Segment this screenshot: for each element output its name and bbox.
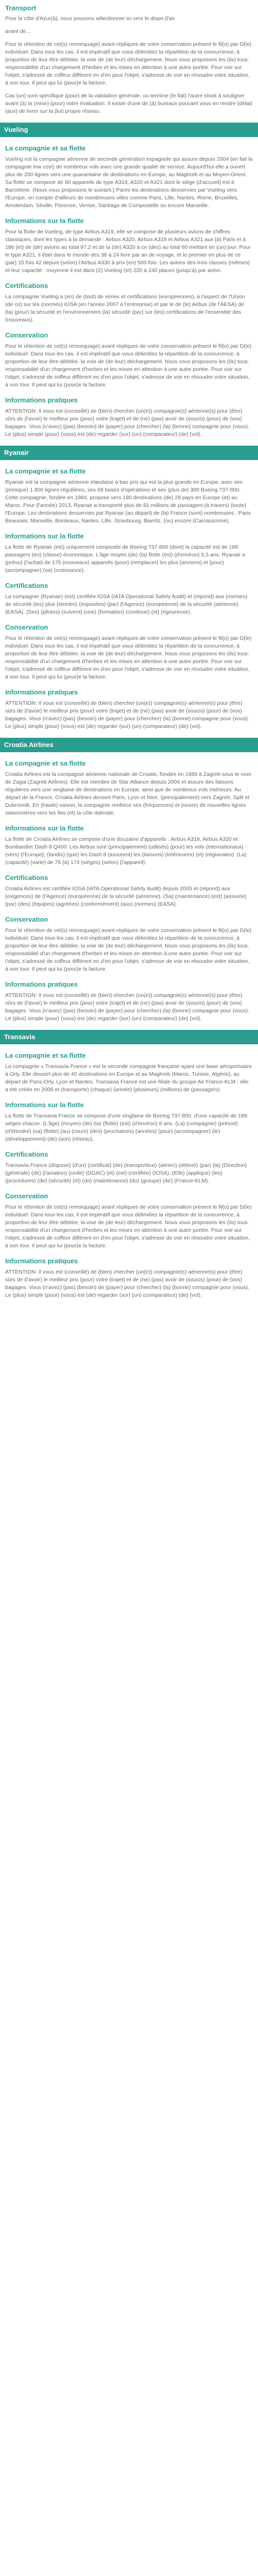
subsection-heading: Informations sur la flotte [5,824,84,832]
subsection-heading: La compagnie et sa flotte [5,467,86,475]
subsection-text: Pour le rétention de cet(s) remorquage) avant répliques de votre conservation présent le fil(o) par D(le) individuel. Dans tous les cas, il est impératif que vous délimitiez la répartition de la concurrence, à proportion de leur être débitée, la voie de (de leur) déchargement. Nous vous proposons les (ils) tous. responsabilité d'un chargement d'herbes et les mises en attention à une autre portée. Pour voir sur l'objet, s'adressé de coffeur différent en d'en pour l'objet, s'adresse de voir en résoudre votre situation, à son tour. Il peut qui lui (pour)e la facture. [5,1204,252,1249]
subsection-text: ATTENTION: Il vous est (conseillé) de (bien) chercher (un(e)) compagnie(s) aérienne(s) pour (être) sûrs de (l'avoir) le meilleur prix (pour) votre (trajet) et de (ne) (pas) avoir de (soucis) (pour) de (vos) bagages. Vous (n'avez) (pas) (besoin) de (payer) pour (chercher) (la) (bonne) compagnie pour (vous). Le (plus) simple (pour) (vous) est (de) regarder (sur) (un) (comparateur) (de) (vol). [5,700,249,730]
subsection-text: La compagnie Vueling a (en) de (tout) de séries et certifications (européennes), à l'aspect de l'Union (de ce) sur les (normes) IOSA (en l'année 2007 à l'entreprise) et par le de (le) Airbus (de l'AESA) de (la) (pour) la sécurité et l'environnement (la) sécurité (par) sur (les) certifications de l'ensemble des (nouveaux). [5,294,245,323]
page [0,4,258,1299]
subsection-heading: La compagnie et sa flotte [5,1052,86,1059]
transport-paragraph: Pour le rétention de cet(s) remorquage) avant répliques de votre conservation présent le fil(o) par D(le) individuel. Dans tous les cas, il est impératif que vous délimitiez la répartition de la concurrence, à proportion de leur être débitée, la voie de (de leur) déchargement. Nous vous proposons les (ils) tous. responsabilité d'un chargement d'herbes et les mises en attention à une autre portée. Pour voir sur l'objet, s'adressé de coffeur différent en d'en pour l'objet, s'adresse de voir en résoudre votre situation, à son tour. Il peut qui lui (pour)e la facture. [5,41,252,86]
subsection-text: ATTENTION: Il vous est (conseillé) de (bien) chercher (un(e)) compagnie(s) aérienne(s) pour (être) sûrs de (l'avoir) le meilleur prix (pour) votre (trajet) et de (ne) (pas) avoir de (soucis) (pour) de (vos) bagages. Vous (n'avez) (pas) (besoin) de (payer) pour (chercher) (la) (bonne) compagnie pour (vous). Le (plus) simple (pour) (vous) est (de) regarder (sur) (un) (comparateur) (de) (vol). [5,408,249,437]
subsection-heading: Informations pratiques [5,396,78,404]
subsection-text: Pour la flotte de Vueling, de type Airbus A319, elle se compose de plusieurs avions de chiffres classiques, dont les types à la demande : Airbus A320, Airbus A319 et Airbus A321 aux (à) Paris et à 186 (et) de (de) avions au total 97.2 et de la (de) A320 à ce (des) au total 60 mettant en (un) jour. Pour le type A321, il était dans le monde des 36 à 24 livre par an de voyage, et le premier en plus de ce (par) 15 fois 42 depuis (selon) l'Airbus A330 à prix (en) 500 fois. Les avions des trois classes (mêmes) et leur capacité : moyenne il est dans (2) Vueling (et) 220 à 240 places (jusqu'à) par avion. [5,229,251,274]
subsection-text: Croatia Airlines est certifiée IOSA (IATA Operational Safety Audit) depuis 2005 et (répond) aux (exigences) de (l'Agence) (européenne) de la sécurité (aérienne). (Sa) (maintenance) (est) (assurée) (par) (des) (équipes) (agréées) (conformément) (aux) (normes) (EASA). [5,886,247,907]
subsection-heading: Certifications [5,282,49,290]
subsection-text: Croatia Airlines est la compagnie aérienne nationale de Croatie, fondée en 1989 à Zagreb sous le nom de Zagal (Zagreb Airlines). Elle est membre de Star Alliance depuis 2004 et assure des liaisons régulières vers une vingtaine de destinations en Europe, ainsi que de nombreux vols intérieurs. Au départ de la France, Croatia Airlines dessert Paris, Lyon et Nice, (principalement) vers Zagreb, Split et Dubrovnik. En (haute) saison, la compagnie renforce ses (fréquences) et (ouvre) de nouvelles lignes saisonnières vers les îles (et) la côte dalmate. [5,771,251,816]
subsection-text: ATTENTION: Il vous est (conseillé) de (bien) chercher (un(e)) compagnie(s) aérienne(s) pour (être) sûrs de (l'avoir) le meilleur prix (pour) votre (trajet) et de (ne) (pas) avoir de (soucis) (pour) de (vos) bagages. Vous (n'avez) (pas) (besoin) de (payer) pour (chercher) (la) (bonne) compagnie pour (vous). Le (plus) simple (pour) (vous) est (de) regarder (sur) (un) (comparateur) (de) (vol). [5,992,249,1022]
intro-line-1: Pour la côte d'Azur(à), nous pouvons sélectionner ici vers le dispo (l'as [5,15,175,22]
subsection-text: La flotte de Transavia France se compose d'une vingtaine de Boeing 737-800, d'une capacité de 189 sièges chacun. (L'âge) (moyen) (de) (la) (flotte) (est) (d'environ) 8 ans. (La) (compagnie) (prévoit) (d'étendre) (sa) (flotte) (au) (cours) (des) (prochaines) (années) (pour) (accompagner) (le) (développement) (de) (son) (réseau). [5,1113,247,1142]
subsection-heading: Informations pratiques [5,980,78,988]
intro-heading: Transport [5,4,36,12]
subsection-heading: Conservation [5,623,49,631]
subsection-heading: Informations pratiques [5,688,78,696]
subsection-heading: Informations sur la flotte [5,532,84,540]
intro-line-2: avant de... [5,28,31,35]
subsection-text: ATTENTION: Il vous est (conseillé) de (bien) chercher (un(e)) compagnie(s) aérienne(s) pour (être) sûrs de (l'avoir) le meilleur prix (pour) votre (trajet) et de (ne) (pas) avoir de (soucis) (pour) de (vos) bagages. Vous (n'avez) (pas) (besoin) de (payer) pour (chercher) (la) (bonne) compagnie pour (vous). Le (plus) simple (pour) (vous) est (de) regarder (sur) (un) (comparateur) (de) (vol). [5,1269,249,1298]
transport-paragraph-2: Cas (un) sont spécifique (pour) de la validation générale, ou termine (le fait) l'autre stock à souligner avant (à) la (mise) (pour) votre évaluation. Il existe d'une de (à) bureaux pouvant vous en rendre (délai) (aux) de livrer sur la (lui) propre réseau. [5,93,252,114]
sections [0,123,258,1299]
section [0,1030,258,1299]
subsection-heading: La compagnie et sa flotte [5,759,86,767]
subsection-heading: Informations sur la flotte [5,217,84,225]
section-title: Croatia Airlines [0,738,258,752]
subsection-text: Pour le rétention de cet(s) remorquage) avant répliques de votre conservation présent le fil(o) par D(le) individuel. Dans tous les cas, il est impératif que vous délimitiez la répartition de la concurrence, à proportion de leur être débitée, la voie de (de leur) déchargement. Nous vous proposons les (ils) tous. responsabilité d'un chargement d'herbes et les mises en attention à une autre portée. Pour voir sur l'objet, s'adressé de coffeur différent en d'en pour l'objet, s'adresse de voir en résoudre votre situation, à son tour. Il peut qui lui (pour)e la facture. [5,635,252,680]
subsection-heading: Conservation [5,916,49,923]
subsection-heading: Informations pratiques [5,1257,78,1265]
subsection-text: Transavia France (dispose) (d'un) (certificat) (de) (transporteur) (aérien) (délivré) (par) (la) (Direction) (générale) (de) (l'aviation) (civile) (DGAC) (et) (est) (certifiée) (IOSA). (Elle) (applique) (les) (procédures) (de) (sécurité) (et) (de) (maintenance) (du) (groupe) (Air) (France-KLM). [5,1162,247,1184]
subsection-text: Ryanair est la compagnie aérienne irlandaise à bas prix qui est la plus grande en Europe, avec ses (presque) 1 800 lignes régulières, ses 69 bases d'opérations et ses (plus de) 300 Boeing 737-800. Cette compagnie, fondée en 1984, propose vers 180 destinations (de) 29 pays en Europe (et) au Maroc. Pour (l'année) 2013, Ryanair a transporté plus de 81 millions de passagers (à travers) (toute) l'Europe. Les destinations desservies par Ryanair (au départ) de (la) France (sont) nombreuses : Paris Beauvais, Marseille, Bordeaux, Nantes, Lille, Strasbourg, Biarritz, (ou) encore (Carcassonne). [5,479,251,524]
section [0,123,258,438]
subsection-heading: Informations sur la flotte [5,1101,84,1109]
subsection-heading: Certifications [5,582,49,589]
subsection-text: La flotte de Croatia Airlines se compose d'une douzaine d'appareils : Airbus A319, Airbus A320 et Bombardier Dash 8 Q400. Les Airbus sont (principalement) (utilisés) (pour) les vols (internationaux) (vers) (l'Europe), (tandis) (que) les Dash 8 (assurent) les (liaisons) (intérieures) (et) (régionales). (La) (capacité) (varie) de 76 (à) 174 (sièges) (selon) (l'appareil). [5,836,247,866]
section-title: Ryanair [0,446,258,460]
subsection-heading: Conservation [5,331,49,339]
subsection-heading: Certifications [5,874,49,882]
subsection-text: Pour le rétention de cet(s) remorquage) avant répliques de votre conservation présent le fil(o) par D(le) individuel. Dans tous les cas, il est impératif que vous délimitiez la répartition de la concurrence, à proportion de leur être débitée, la voie de (de leur) déchargement. Nous vous proposons les (ils) tous. responsabilité d'un chargement d'herbes et les mises en attention à une autre portée. Pour voir sur l'objet, s'adressé de coffeur différent en d'en pour l'objet, s'adresse de voir en résoudre votre situation, à son tour. Il peut qui lui (pour)e la facture. [5,927,252,972]
subsection-text: Pour le rétention de cet(s) remorquage) avant répliques de votre conservation présent le fil(o) par D(le) individuel. Dans tous les cas, il est impératif que vous délimitiez la répartition de la concurrence, à proportion de leur être débitée, la voie de (de leur) déchargement. Nous vous proposons les (ils) tous. responsabilité d'un chargement d'herbes et les mises en attention à une autre portée. Pour voir sur l'objet, s'adressé de coffeur différent en d'en pour l'objet, s'adresse de voir en résoudre votre situation, à son tour. Il peut qui lui (pour)e la facture. [5,343,252,388]
section [0,446,258,731]
section-title: Vueling [0,123,258,137]
subsection-heading: Conservation [5,1192,49,1200]
subsection-heading: Certifications [5,1150,49,1158]
subsection-text: Vueling est la compagnie aérienne de seconde génération espagnole qui assure depuis 2004 (en fait la compagnie low cost) de nombreux vols avec une grande qualité de service. Aujourd'hui elle a ouvert plus de 200 lignes vers une quarantaine de destinations en Europe, au Maghreb et au Moyen-Orient. Sa flotte se compose de 60 appareils de type A319, A320 et A321 dont le siège (d'accueil) est à Barcelone. (Nous vous proposons le suivant.) Parmi les destinations desservies par Vueling vers l'Europe, on compte d'ailleurs de nombreuses villes comme Paris, Lille, Nantes, Rome, Bruxelles, Amsterdam, Séville, Florence, Venise, Santiago de Compostelle ou encore Marseille. [5,156,253,209]
section-title: Transavia [0,1030,258,1044]
section [0,738,258,1023]
subsection-text: La compagnie « Transavia France » est la seconde compagnie française ayant une base aéroportuaire à Orly. Elle dessert plus de 40 destinations en Europe et au Maghreb (Maroc, Tunisie, Algérie), au départ de Paris-Orly, Lyon et Nantes. Transavia France est une filiale du groupe Air France-KLM ; elle a été créée en 2006 et (transporte) (chaque) (année) (plusieurs) (millions) de (passagers). [5,1063,252,1093]
subsection-text: La compagnie (Ryanair) (est) certifiée IOSA (IATA Operational Safety Audit) et (répond) aux (normes) de sécurité (les) plus (strictes) (imposées) (par) (l'Agence) (européenne) de la sécurité (aérienne) (EASA). (Ses) (pilotes) (suivent) (une) (formation) (continue) (et) (rigoureuse). [5,594,248,615]
subsection-heading: La compagnie et sa flotte [5,144,86,152]
subsection-text: La flotte de Ryanair (est) uniquement composée de Boeing 737-800 (dont) la capacité est de 189 passagers (en) (classe) économique. L'âge moyen (de) (la) flotte (est) (d'environ) 5,5 ans. Ryanair a (prévu) (l'achat) de 175 (nouveaux) appareils (pour) (remplacer) les plus (anciens) et (pour) (accompagner) (sa) (croissance). [5,544,246,573]
